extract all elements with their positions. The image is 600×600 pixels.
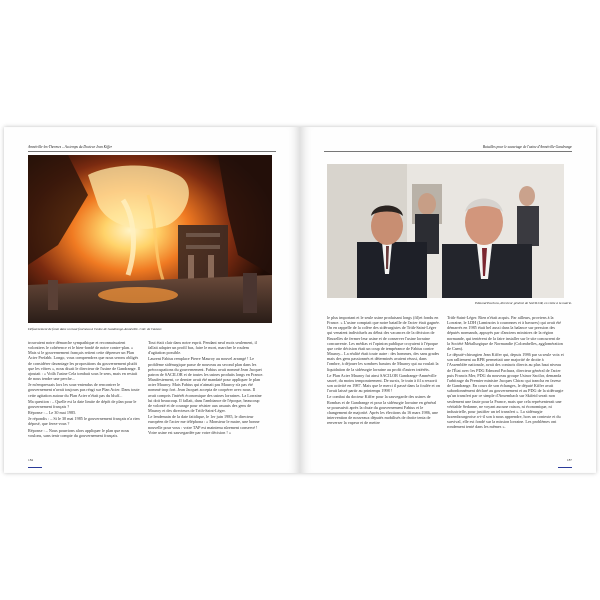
paragraph: Le lendemain de la date fatidique, le 1er juin 1985, le directeur européen de l'acier me téléphona : « Monsieur le maire, une bonne nouvelle pour vous : votre TAP est maintenu sûrement conservé ! Votre usine est sauvegardée par votre décision ! » [148,414,260,435]
paragraph: Trith-Saint-Léger. Rien n'était acquis. Par ailleurs, proviens à la Lorraine, le LDH (Laminoirs à couronnes et à bavures) qui avait été démarrés en 1985 était bel aussi dans la balance sur pression des députés normands, appuyés par d'anciens ministres de la région normande, qui tentèrent de la faire installer sur le site concurrent de la Société Métallurgique de Normandie (Colombelles, agglomération de Caen). [447,315,563,351]
left-column-2 [148,340,264,460]
paragraph: Réponse : – Le 30 mai 1985. [28,410,77,416]
right-column-2 [447,315,564,455]
paragraph: Ma question : – Quelle est la date limite de dépôt de plan pour le gouvernement français ? [28,398,137,409]
paragraph: Le Plan Acier Mauroy fut ainsi SACILOR Gandrange-Amnéville sauvé, du moins temporairement. De sursis, le train à fil a ressorti son activité en 1987. Mais que le merci il passé dans la foulée et on l'avait laissé partir au printemps 1998 ! [327,372,440,394]
header-rule-left [28,151,276,152]
paragraph: Le combat du docteur Kiffer pour la sauvegarde des usines de Rombas et de Gandrange et pour la sidérurgie lorraine en général se poursuivit après la chute du gouvernement Fabius et le changement de majorité. Après les élections du 16 mars 1986, une intervention de nouveaux députés mobilisés de droite tenta de renverser la vapeur et de mettre [327,394,438,426]
book-spread [4,127,596,473]
paragraph: trouvaient notre démarche sympathique et reconnaissaient volontiers le cohérence et le bien-fondé de notre contre-plan. « Mais si le gouvernement français retient cette dépenser un Plan Acier Prefabb. Longo, vous comprendrez que nous serons obligés de considérer davantage les propositions du gouvernement plutôt que les vôtres », nous disait le directeur de l'usine de Gandrange. Il ajoutait : « Voilà l'usine Cela tombait sous le sens, mais en restait de nous tendre une perche... [28,340,141,382]
page-number-right: 187 [566,458,572,462]
header-rule-right [324,151,572,152]
paragraph: Le député-chirurgien Jean Kiffer qui, depuis 1986 par sa seule voix et son ralliement au RPR permettait une majorité de droite à l'Assemblée nationale, avait des contacts directs au plus haut niveau de l'État avec les PDG Edmond Pachura, directeur général de l'acier puis Francis Mer, PDG du nouveau groupe Usinor Sacilor, demanda l'arbitrage du Premier ministre Jacques Chirac qui trancha en faveur de Gandrange. En cours de son échanges, le député Kiffer avait subordonnément déclaré au gouvernement et au PDG de la sidérurgie qu'un transfert par ce simple d'Ansembach sur Skifeid serait non seulement une faute pour la France, mais que cela représenterait une véritable Sedanne, ne voyant aucune raison, ni économique, ni industrielle, pour justifier un tel transfert ». La sidérurgie luxembourgeoise a-t-il son à nous apprendre, hors un contexte et du survival, elle est fondé sur la mission lorraine. Les problèmes ont rondement tenté dans les mêmes ». [447,352,564,430]
two-men-image [327,164,564,298]
left-column-1 [28,340,141,460]
page-number-left: 184 [28,458,34,462]
paragraph: Tout était clair dans notre esprit. Pendant neuf mois seulement, il fallait adapter un profil bas, faire le mort, marcher le roulem d'agitation possible. [148,340,257,356]
paragraph: Réponse : – Nous pourrions alors appliquer le plan que nous voulons, sans tenir compte du gouvernement français. [28,427,130,438]
footer-rule-left [28,467,42,468]
photo-caption-left: Défournement de fonte dans un haut fourneau à l'usine de Gandrange-Amnéville. Coll. de l'auteur. [28,327,163,331]
left-page [4,127,300,473]
paragraph: Je m'empressais lors les sous-entendus de rencontrer le gouvernement n'avait toujours pas réagi sur Plan Acier. Dans toute cette agitation autour du Plan Acier n'était pas du bluff... [28,382,140,398]
right-page [300,127,596,473]
paragraph: le plus important et le seule usine produisant longs (fil)et fondu en France. » L'usine comptait que notre bataille de l'acier était gagnée. On en rappelle de la colère des sidérurgistes de Trith-Saint-Léger qui venaient individuels au début des vacances de la décision de Bruxelles de fermer leur usine et de conserver l'usine lorraine concurrente. Les médias et l'opinion publique croyaient à l'époque que cette décision était un coup de tempérance de Fabius contre Mauroy... La réalité était toute autre : des hommes, des sans grades mais des gens passionnés et déterminés avaient réussi, dans l'ombre, à déjouer les sombres bassins de Mauroy qui au voulait la liquidation de la sidérurgie lorraine au profit d'autres intérêts. [327,315,440,372]
paragraph: Je répondis : – Si le 30 mai 1985 le gouvernement français n'a rien déposé, que ferez-vous ? [28,416,140,427]
portrait-photo [327,164,564,298]
blast-furnace-photo [28,155,272,323]
photo-caption-right: Edmond Pachura, directeur général de SACILOR, en visite à la mairie. [475,301,572,305]
running-head-right: Batailles pour le sauvetage de l'usine d'Amnéville-Gandrange [482,145,572,149]
running-head-left: Amnéville-les-Thermes – Au temps du Docteur Jean Kiffer [28,145,113,149]
footer-rule-right [558,467,572,468]
blast-furnace-image [28,155,272,323]
right-column-1 [327,315,440,455]
paragraph: Laurent Fabius remplace Pierre Mauroy au nouvel arrangé ! Le problème sidérurgique passe de nouveau au second plan dans les préoccupations du gouvernement. Fabius avait nommé Jean Jacquet patron de SACILOR et de toutes les usines produits longs en France. Manifestement, ce dernier avait été mandaté pour appliquer le plan acier Mauroy. Mais Fabius qui n'aimait pas Mauroy n'a pas été nommé trop fort. Jean Jacquet accepta de coopérer avec nous. Il avait compris l'intérêt économique des usines lorraines. La Lorraine lui doit beaucoup. Il fallait, dans l'ambiance de l'époque, beaucoup de volonté et de courage pour résister aux assauts des gens de Mauroy et des directeurs de Trith-Saint-Léger. [148,356,264,414]
